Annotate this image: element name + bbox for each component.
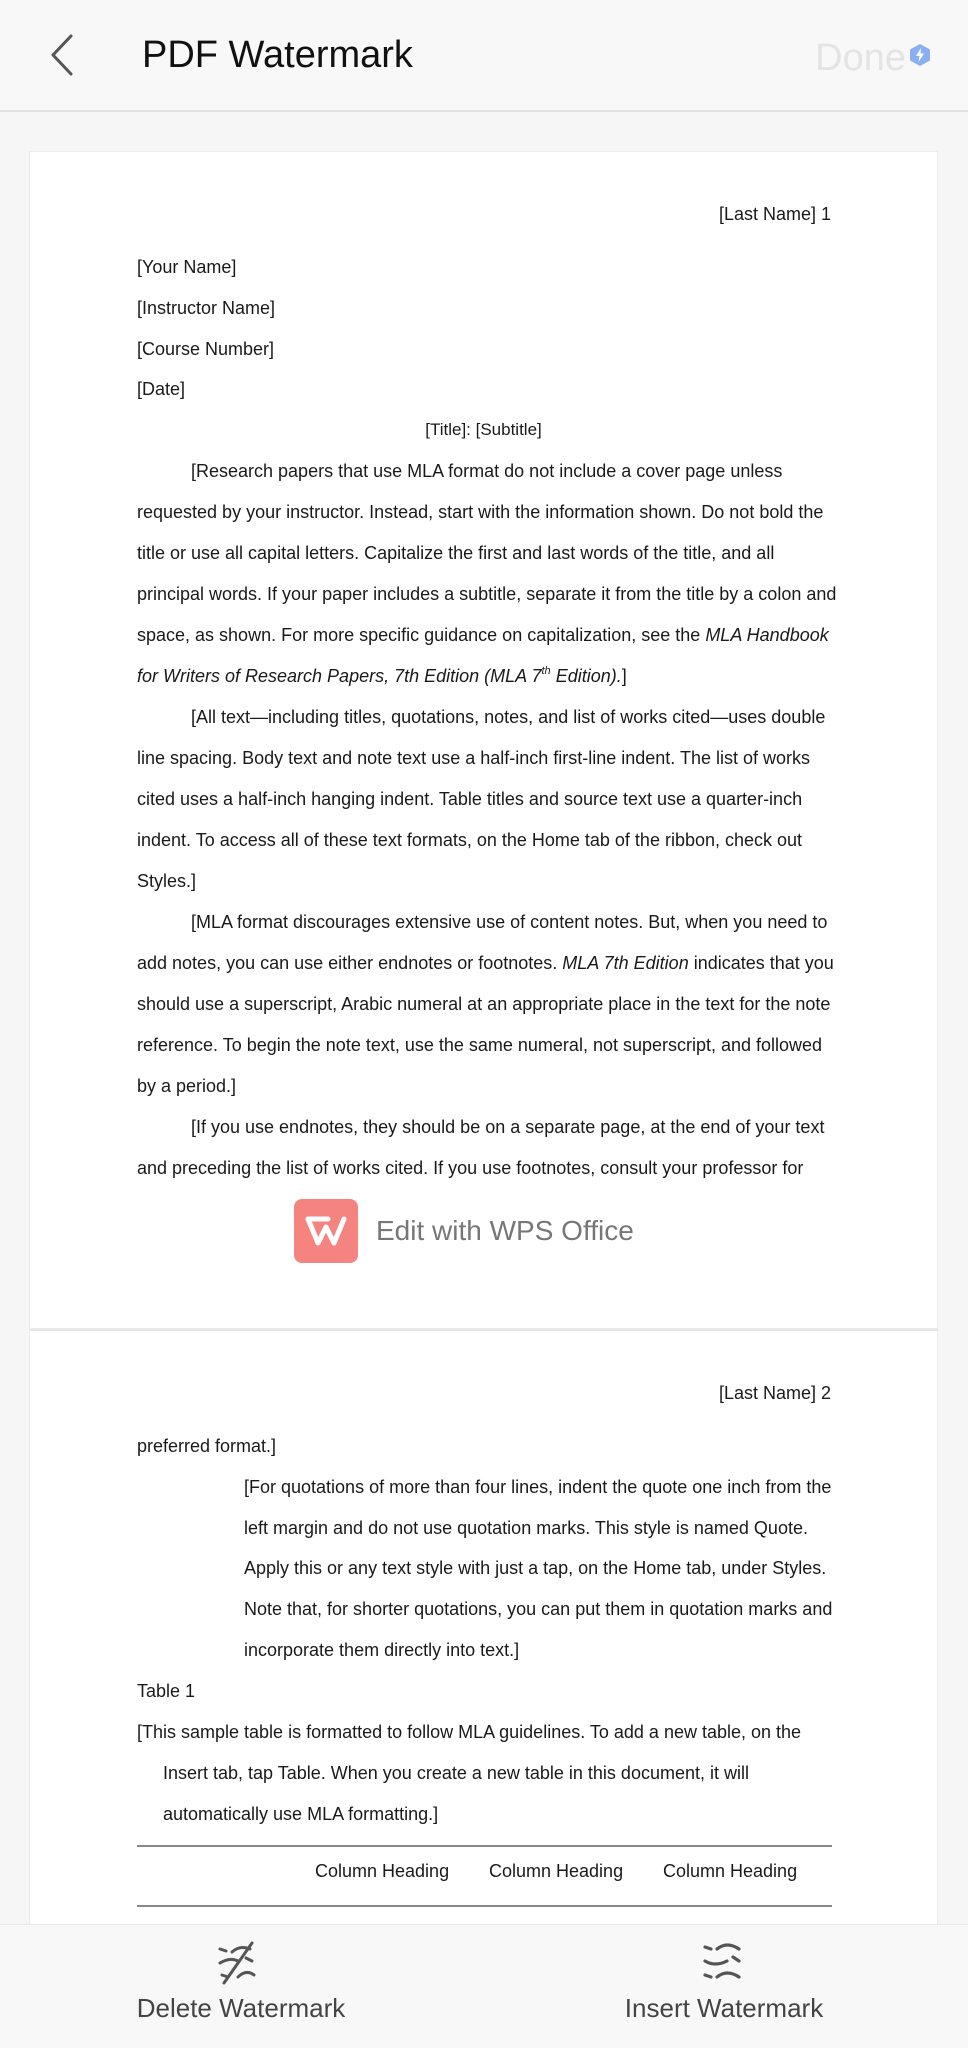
quote-line: incorporate them directly into text.]	[244, 1640, 520, 1660]
document-title: [Title]: [Subtitle]	[425, 420, 542, 439]
document-viewer[interactable]	[0, 112, 968, 1924]
edit-with-wps-button[interactable]	[294, 1199, 634, 1263]
paragraph-line: title or use all capital letters. Capitalize the first and last words of the title, and all	[137, 543, 775, 563]
chevron-left-icon	[49, 33, 75, 77]
italic-run: MLA Handbook	[705, 625, 829, 645]
bottom-action-bar	[0, 1924, 968, 2048]
paragraph-line: requested by your instructor. Instead, start with the information shown. Do not bold the	[137, 502, 824, 522]
paragraph-line: principal words. If your paper includes a subtitle, separate it from the title by a colon and	[137, 584, 837, 604]
paragraph-line: cited uses a half-inch hanging indent. Table titles and source text use a quarter-inch	[137, 789, 803, 809]
delete-watermark-button[interactable]	[111, 1939, 371, 2039]
quote-line: [For quotations of more than four lines, indent the quote one inch from the	[244, 1477, 832, 1497]
back-button[interactable]	[40, 30, 84, 80]
text-run: indicates that you	[688, 953, 834, 973]
italic-run: for Writers of Research Papers, 7th Edition (MLA 7	[137, 666, 542, 686]
table-column-heading: Column Heading	[315, 1861, 450, 1881]
paragraph-line: Styles.]	[137, 871, 197, 891]
paragraph-line: [Research papers that use MLA format do not include a cover page unless	[191, 461, 783, 481]
heading-your-name: [Your Name]	[137, 257, 237, 277]
paragraph-line: [If you use endnotes, they should be on a separate page, at the end of your text	[191, 1117, 825, 1137]
done-label: Done	[815, 37, 906, 79]
lightning-hexagon-icon	[908, 43, 932, 67]
table-top-rule	[137, 1845, 832, 1847]
paragraph-line: by a period.]	[137, 1076, 237, 1096]
text-run: ]	[621, 666, 627, 686]
page-header-number: [Last Name] 1	[718, 204, 831, 224]
superscript: th	[541, 665, 551, 677]
quote-line: left margin and do not use quotation marks. This style is named Quote.	[244, 1518, 808, 1538]
text-run: space, as shown. For more specific guidance on capitalization, see the	[137, 625, 706, 645]
document-page-2	[29, 1329, 938, 1924]
table-caption-line: [This sample table is formatted to follow MLA guidelines. To add a new table, on the	[137, 1722, 802, 1742]
paragraph-line	[137, 951, 834, 975]
wps-promo-label: Edit with WPS Office	[376, 1215, 634, 1246]
insert-watermark-button[interactable]	[594, 1939, 854, 2039]
paragraph-line: reference. To begin the note text, use the same numeral, not superscript, and followed	[137, 1035, 823, 1055]
paragraph-line: should use a superscript, Arabic numeral at an appropriate place in the text for the note	[137, 994, 831, 1014]
done-button[interactable]	[815, 34, 932, 82]
quote-line: Apply this or any text style with just a tap, on the Home tab, under Styles.	[244, 1558, 827, 1578]
italic-run: MLA 7th Edition	[562, 953, 689, 973]
insert-watermark-label: Insert Watermark	[624, 1993, 824, 2023]
insert-watermark-icon	[699, 1939, 749, 1985]
table-header-rule	[137, 1905, 832, 1907]
italic-run: Edition).	[550, 666, 622, 686]
document-page-1	[29, 151, 938, 1329]
paragraph-line: preferred format.]	[137, 1436, 277, 1456]
paragraph-line: [All text—including titles, quotations, notes, and list of works cited—uses double	[191, 707, 826, 727]
heading-instructor-name: [Instructor Name]	[137, 298, 276, 318]
table-caption-line: automatically use MLA formatting.]	[163, 1804, 439, 1824]
page-title: PDF Watermark	[142, 34, 413, 76]
page-header-number: [Last Name] 2	[718, 1383, 831, 1403]
paragraph-line: [MLA format discourages extensive use of content notes. But, when you need to	[191, 912, 828, 932]
paragraph-line	[137, 664, 627, 688]
top-app-bar	[0, 0, 968, 112]
paragraph-line: indent. To access all of these text formats, on the Home tab of the ribbon, check out	[137, 830, 803, 850]
table-column-heading: Column Heading	[489, 1861, 624, 1881]
text-run: add notes, you can use either endnotes or footnotes.	[137, 953, 563, 973]
heading-course-number: [Course Number]	[137, 339, 275, 359]
delete-watermark-label: Delete Watermark	[136, 1993, 346, 2023]
wps-office-logo-icon	[294, 1199, 358, 1263]
heading-date: [Date]	[137, 379, 186, 399]
paragraph-line	[137, 623, 829, 647]
table-label: Table 1	[137, 1681, 196, 1701]
quote-line: Note that, for shorter quotations, you can put them in quotation marks and	[244, 1599, 833, 1619]
table-column-heading: Column Heading	[663, 1861, 798, 1881]
paragraph-line: and preceding the list of works cited. If you use footnotes, consult your professor for	[137, 1158, 804, 1178]
paragraph-line: line spacing. Body text and note text use a half-inch first-line indent. The list of works	[137, 748, 811, 768]
delete-watermark-icon	[216, 1939, 266, 1985]
table-caption-line: Insert tab, tap Table. When you create a new table in this document, it will	[163, 1763, 749, 1783]
